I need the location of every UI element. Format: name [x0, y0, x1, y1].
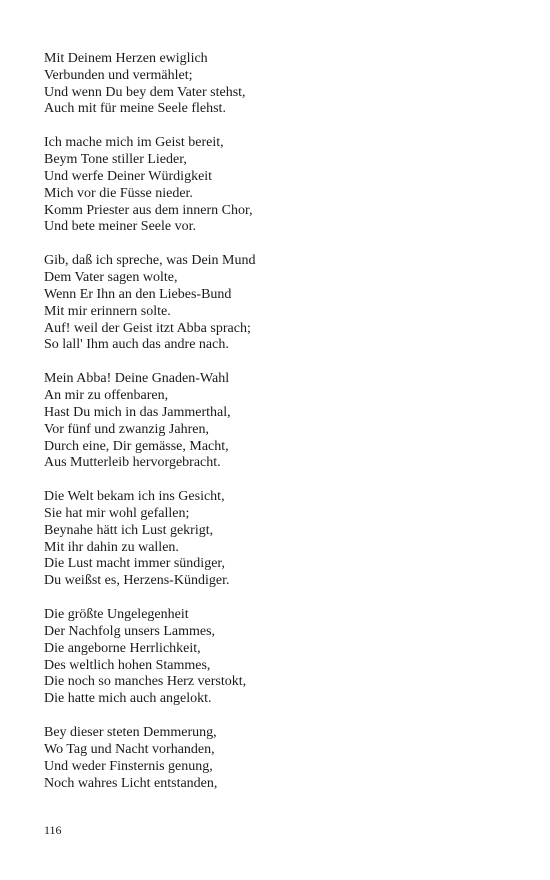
stanza	[44, 607, 514, 708]
page-number: 116	[44, 823, 62, 837]
poem-line: Auch mit für meine Seele flehst.	[44, 101, 226, 117]
poem-line: Komm Priester aus dem innern Chor,	[44, 202, 253, 218]
poem-line: Die Lust macht immer sündiger,	[44, 556, 226, 572]
poem-line: Gib, daß ich spreche, was Dein Mund	[44, 253, 256, 269]
stanza	[44, 135, 514, 236]
stanza	[44, 489, 514, 590]
poem-line: Mit ihr dahin zu wallen.	[44, 539, 179, 555]
poem-line: Die hatte mich auch angelokt.	[44, 691, 212, 707]
stanza	[44, 51, 514, 118]
stanza	[44, 371, 514, 472]
poem-line: Wenn Er Ihn an den Liebes-Bund	[44, 286, 232, 302]
poem-line: Die angeborne Herrlichkeit,	[44, 640, 201, 656]
poem-line: Die größte Ungelegenheit	[44, 607, 189, 623]
poem-text	[44, 51, 514, 810]
poem-line: Die noch so manches Herz verstokt,	[44, 674, 247, 690]
poem-line: Auf! weil der Geist itzt Abba sprach;	[44, 320, 251, 336]
poem-line: Mich vor die Füsse nieder.	[44, 185, 193, 201]
poem-line: Dem Vater sagen wolte,	[44, 270, 178, 286]
poem-line: Beynahe hätt ich Lust gekrigt,	[44, 522, 214, 538]
poem-line: Verbunden und vermählet;	[44, 67, 193, 83]
poem-line: Sie hat mir wohl gefallen;	[44, 506, 190, 522]
poem-line: Noch wahres Licht entstanden,	[44, 775, 218, 791]
poem-line: An mir zu offenbaren,	[44, 388, 169, 404]
poem-line: Beym Tone stiller Lieder,	[44, 152, 187, 168]
poem-line: Du weißst es, Herzens-Kündiger.	[44, 573, 230, 589]
stanza	[44, 725, 514, 792]
poem-line: Des weltlich hohen Stammes,	[44, 657, 211, 673]
poem-line: Der Nachfolg unsers Lammes,	[44, 624, 216, 640]
poem-line: Und weder Finsternis genung,	[44, 758, 213, 774]
poem-line: Vor fünf und zwanzig Jahren,	[44, 421, 209, 437]
poem-line: Mit Deinem Herzen ewiglich	[44, 51, 208, 66]
poem-line: Aus Mutterleib hervorgebracht.	[44, 455, 221, 471]
poem-line: Mit mir erinnern solte.	[44, 303, 171, 319]
poem-line: Mein Abba! Deine Gnaden-Wahl	[44, 371, 230, 387]
poem-line: Hast Du mich in das Jammerthal,	[44, 404, 231, 420]
poem-line: Ich mache mich im Geist bereit,	[44, 135, 224, 151]
poem-line: Durch eine, Dir gemässe, Macht,	[44, 438, 229, 454]
poem-line: Bey dieser steten Demmerung,	[44, 725, 217, 741]
poem-line: Und bete meiner Seele vor.	[44, 219, 197, 235]
poem-line: Die Welt bekam ich ins Gesicht,	[44, 489, 225, 505]
poem-line: So lall' Ihm auch das andre nach.	[44, 337, 229, 353]
stanza	[44, 253, 514, 354]
poem-line: Und werfe Deiner Würdigkeit	[44, 168, 213, 184]
poem-line: Und wenn Du bey dem Vater stehst,	[44, 84, 246, 100]
poem-line: Wo Tag und Nacht vorhanden,	[44, 742, 215, 758]
